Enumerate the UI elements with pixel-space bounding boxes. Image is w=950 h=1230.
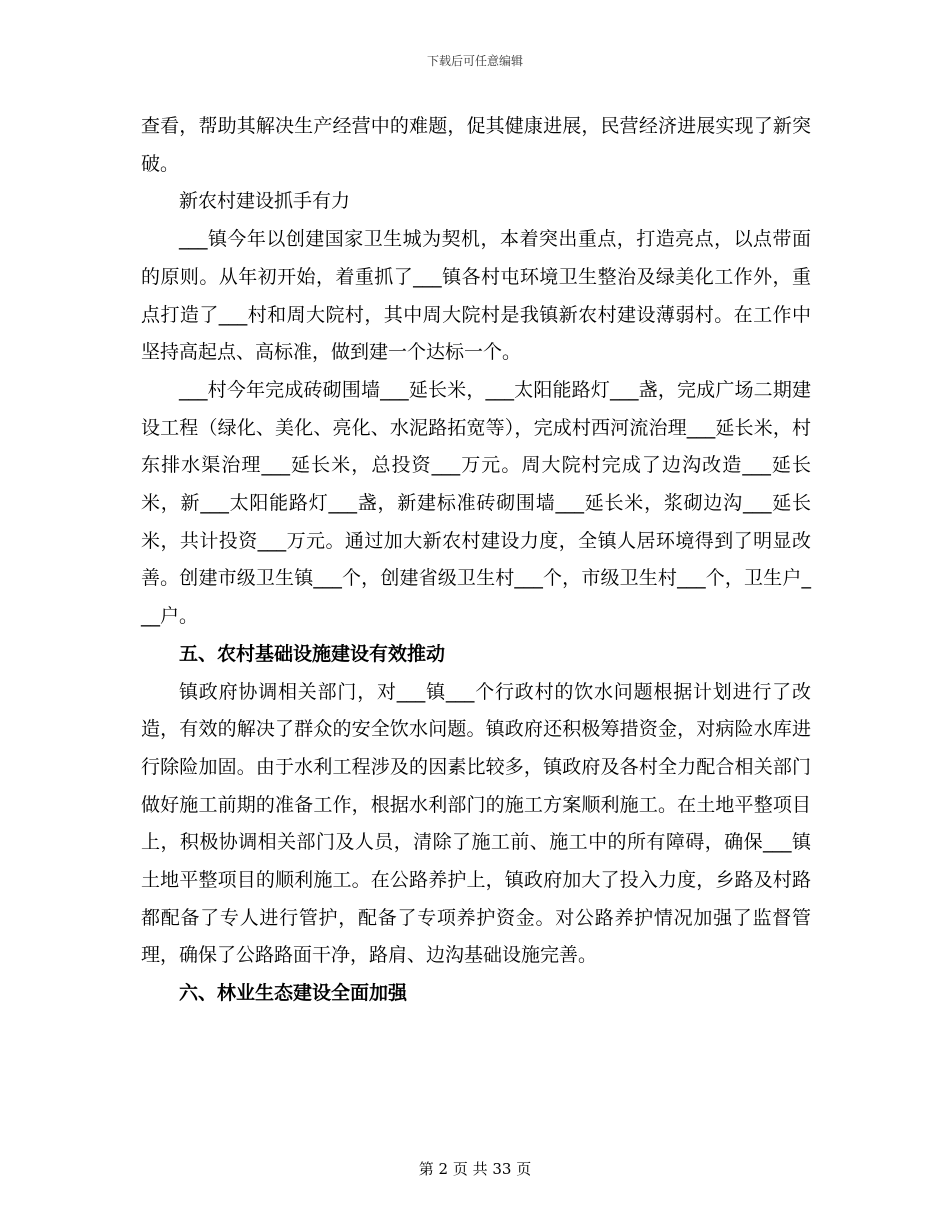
paragraph: 镇政府协调相关部门，对___镇___个行政村的饮水问题根据计划进行了改造，有效的解决了群众的安全饮水问题。镇政府还积极筹措资金，对病险水库进行除险加固。由于水利工程涉及的因素比较多，镇政府及各村全力配合相关部门做好施工前期的准备工作，根据水利部门的施工方案顺利施工。在土地平整项目上，积极协调相关部门及人员，清除了施工前、施工中的所有障碍，确保___镇土地平整项目的顺利施工。在公路养护上，镇政府加大了投入力度，乡路及村路都配备了专人进行管护，配备了专项养护资金。对公路养护情况加强了监督管理，确保了公路路面干净，路肩、边沟基础设施完善。	[141, 680, 811, 967]
section-heading: 五、农村基础设施建设有效推动	[179, 642, 446, 665]
section-heading: 六、林业生态建设全面加强	[179, 982, 408, 1005]
paragraph: ___镇今年以创建国家卫生城为契机，本着突出重点，打造亮点，以点带面的原则。从年初开始，着重抓了___镇各村屯环境卫生整治及绿美化工作外，重点打造了___村和周大院村，其中周大院村是我镇新农村建设薄弱村。在工作中坚持高起点、高标准，做到建一个达标一个。	[141, 228, 811, 364]
subheading-paragraph: 新农村建设抓手有力	[179, 190, 351, 213]
page-number-footer: 第 2 页 共 33 页	[418, 1160, 532, 1178]
page-header-note: 下载后可任意编辑	[426, 54, 523, 68]
paragraph: 查看，帮助其解决生产经营中的难题，促其健康进展，民营经济进展实现了新突破。	[141, 115, 811, 175]
document-body	[141, 108, 811, 1013]
paragraph: ___村今年完成砖砌围墙___延长米，___太阳能路灯___盏，完成广场二期建设工程（绿化、美化、亮化、水泥路拓宽等），完成村西河流治理___延长米，村东排水渠治理___延长米，总投资___万元。周大院村完成了边沟改造___延长米，新___太阳能路灯___盏，新建标准砖砌围墙___延长米，浆砌边沟___延长米，共计投资___万元。通过加大新农村建设力度，全镇人居环境得到了明显改善。创建市级卫生镇___个，创建省级卫生村___个，市级卫生村___个，卫生户___户。	[141, 378, 811, 628]
